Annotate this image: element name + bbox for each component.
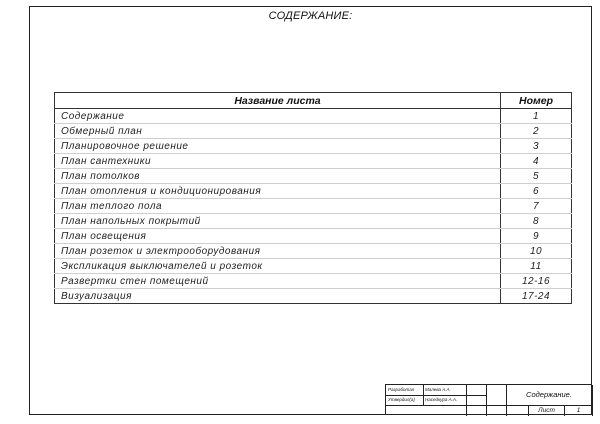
sheet-number-cell: 6 xyxy=(501,184,572,199)
sheet-number-cell: 12-16 xyxy=(501,274,572,289)
page-title: СОДЕРЖАНИЕ: xyxy=(268,10,353,22)
table-row xyxy=(55,199,572,214)
sheet-number-cell: 17-24 xyxy=(501,289,572,304)
table-row xyxy=(55,184,572,199)
table-row xyxy=(55,274,572,289)
stamp-sheet-number: 1 xyxy=(576,407,581,414)
sheet-name-cell: Развертки стен помещений xyxy=(55,274,501,289)
sheet-name-cell: План потолков xyxy=(55,169,501,184)
sheet-name-cell: Визуализация xyxy=(55,289,501,304)
sheet-number-cell: 7 xyxy=(501,199,572,214)
sheet-number-cell: 5 xyxy=(501,169,572,184)
sheet-name-cell: План сантехники xyxy=(55,154,501,169)
sheet-name-cell: Экспликация выключателей и розеток xyxy=(55,259,501,274)
table-row xyxy=(55,139,572,154)
sheet-name-cell: План напольных покрытий xyxy=(55,214,501,229)
table-row xyxy=(55,214,572,229)
sheet-name-cell: План розеток и электрооборудования xyxy=(55,244,501,259)
sheet-number-cell: 1 xyxy=(501,109,572,124)
sheet-number-cell: 11 xyxy=(501,259,572,274)
sheet-number-cell: 2 xyxy=(501,124,572,139)
table-row xyxy=(55,169,572,184)
table-row xyxy=(55,289,572,304)
table-row xyxy=(55,124,572,139)
sheet-name-cell: Содержание xyxy=(55,109,501,124)
table-row xyxy=(55,109,572,124)
sheet-name-cell: Обмерный план xyxy=(55,124,501,139)
title-block xyxy=(385,384,592,415)
table-row xyxy=(55,154,572,169)
stamp-sheet-title: Содержание. xyxy=(526,390,572,399)
contents-table xyxy=(54,92,572,304)
sheet-name-cell: План отопления и кондиционирования xyxy=(55,184,501,199)
table-row xyxy=(55,244,572,259)
sheet-number-cell: 3 xyxy=(501,139,572,154)
sheet-name-cell: План освещения xyxy=(55,229,501,244)
stamp-approved-label: Утвердил(а) xyxy=(388,397,415,402)
stamp-approved-name: Наседкура А.А. xyxy=(425,397,458,402)
table-row xyxy=(55,229,572,244)
sheet-number-cell: 10 xyxy=(501,244,572,259)
stamp-developed-name: Малева А.А. xyxy=(425,387,451,392)
sheet-number-cell: 4 xyxy=(501,154,572,169)
sheet-name-cell: План теплого пола xyxy=(55,199,501,214)
table-row xyxy=(55,259,572,274)
sheet-number-cell: 9 xyxy=(501,229,572,244)
stamp-developed-label: Разработал xyxy=(388,387,415,392)
stamp-sheet-label: Лист xyxy=(538,407,555,414)
header-sheet-name: Название листа xyxy=(55,93,501,109)
table-header-row xyxy=(55,93,572,109)
header-sheet-number: Номер xyxy=(501,93,572,109)
sheet-number-cell: 8 xyxy=(501,214,572,229)
sheet-name-cell: Планировочное решение xyxy=(55,139,501,154)
contents-body xyxy=(55,109,572,304)
